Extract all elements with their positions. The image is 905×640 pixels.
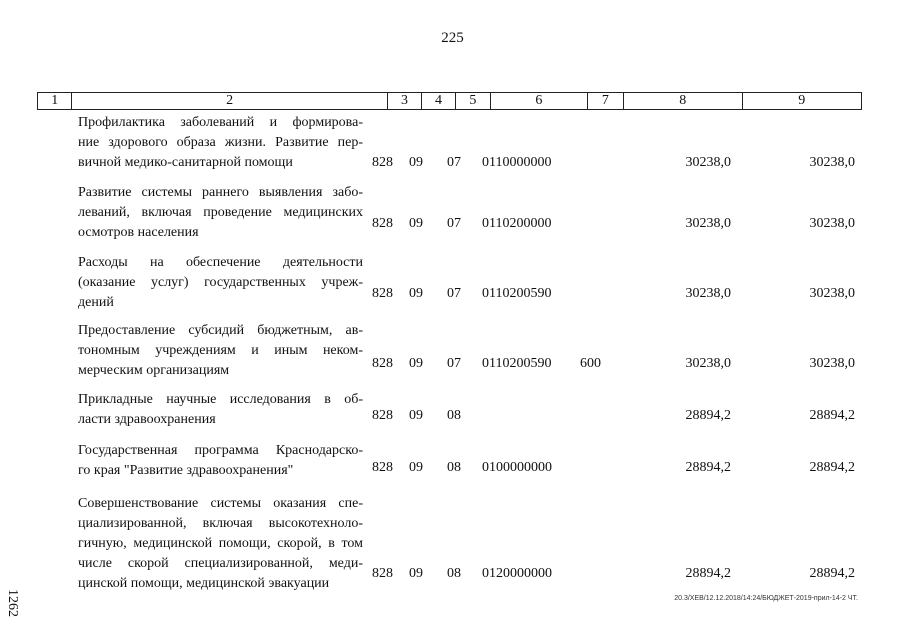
header-cell-3: 3 bbox=[388, 93, 422, 109]
description-line: Развитие системы раннего выявления забо- bbox=[78, 185, 363, 200]
cell-amount-col9: 30238,0 bbox=[809, 356, 855, 371]
description-line: вичной медико-санитарной помощи bbox=[78, 155, 293, 170]
row-description bbox=[78, 113, 363, 173]
cell-amount-col8: 30238,0 bbox=[685, 155, 731, 170]
cell-amount-col8: 30238,0 bbox=[685, 356, 731, 371]
cell-target-article: 0110200000 bbox=[482, 216, 552, 231]
cell-section: 09 bbox=[409, 356, 423, 371]
footer-document-code: 20.3/ХЕВ/12.12.2018/14:24/БЮДЖЕТ-2019-прил-14-2 ЧТ. bbox=[674, 595, 858, 602]
description-line: цинской помощи, медицинской эвакуации bbox=[78, 576, 330, 591]
cell-subsection: 08 bbox=[447, 566, 461, 581]
cell-subsection: 07 bbox=[447, 286, 461, 301]
cell-amount-col9: 30238,0 bbox=[809, 155, 855, 170]
cell-section: 09 bbox=[409, 286, 423, 301]
cell-ministry-code: 828 bbox=[372, 155, 393, 170]
row-description bbox=[78, 441, 363, 481]
cell-section: 09 bbox=[409, 155, 423, 170]
cell-ministry-code: 828 bbox=[372, 286, 393, 301]
cell-expense-type: 600 bbox=[580, 356, 601, 371]
header-cell-1: 1 bbox=[38, 93, 72, 109]
description-line: Прикладные научные исследования в об- bbox=[78, 392, 363, 407]
description-line: Расходы на обеспечение деятельности bbox=[78, 255, 363, 270]
cell-subsection: 07 bbox=[447, 356, 461, 371]
cell-target-article: 0110200590 bbox=[482, 356, 552, 371]
row-description bbox=[78, 390, 363, 430]
header-cell-5: 5 bbox=[456, 93, 491, 109]
cell-section: 09 bbox=[409, 460, 423, 475]
page-number: 225 bbox=[441, 30, 464, 46]
cell-target-article: 0110000000 bbox=[482, 155, 552, 170]
description-line: мерческим организациям bbox=[78, 363, 230, 378]
cell-amount-col8: 28894,2 bbox=[685, 408, 731, 423]
description-line: Государственная программа Краснодарско- bbox=[78, 443, 363, 458]
cell-ministry-code: 828 bbox=[372, 356, 393, 371]
cell-section: 09 bbox=[409, 566, 423, 581]
cell-section: 09 bbox=[409, 216, 423, 231]
description-line: осмотров населения bbox=[78, 225, 199, 240]
header-cell-4: 4 bbox=[422, 93, 455, 109]
header-cell-2: 2 bbox=[72, 93, 387, 109]
cell-amount-col9: 30238,0 bbox=[809, 216, 855, 231]
cell-subsection: 08 bbox=[447, 460, 461, 475]
description-line: дений bbox=[78, 295, 114, 310]
description-line: гичную, медицинской помощи, скорой, в том bbox=[78, 536, 363, 551]
side-page-number: 1262 bbox=[5, 589, 20, 617]
cell-amount-col8: 30238,0 bbox=[685, 286, 731, 301]
row-description bbox=[78, 253, 363, 313]
cell-amount-col8: 28894,2 bbox=[685, 566, 731, 581]
description-line: леваний, включая проведение медицинских bbox=[78, 205, 363, 220]
cell-subsection: 07 bbox=[447, 155, 461, 170]
description-line: числе скорой специализированной, меди- bbox=[78, 556, 363, 571]
description-line: Предоставление субсидий бюджетным, ав- bbox=[78, 323, 363, 338]
cell-amount-col9: 30238,0 bbox=[809, 286, 855, 301]
header-cell-7: 7 bbox=[588, 93, 624, 109]
cell-subsection: 08 bbox=[447, 408, 461, 423]
cell-target-article: 0110200590 bbox=[482, 286, 552, 301]
description-line: го края "Развитие здравоохранения" bbox=[78, 463, 294, 478]
description-line: тономным учреждениям и иным неком- bbox=[78, 343, 363, 358]
table-header-row bbox=[37, 92, 862, 110]
row-description bbox=[78, 183, 363, 243]
header-cell-9: 9 bbox=[798, 93, 806, 108]
header-cell-8: 8 bbox=[624, 93, 743, 109]
cell-amount-col8: 28894,2 bbox=[685, 460, 731, 475]
description-line: ние здорового образа жизни. Развитие пер- bbox=[78, 135, 363, 150]
cell-ministry-code: 828 bbox=[372, 216, 393, 231]
description-line: (оказание услуг) государственных учреж- bbox=[78, 275, 363, 290]
description-line: Совершенствование системы оказания спе- bbox=[78, 496, 363, 511]
cell-amount-col8: 30238,0 bbox=[685, 216, 731, 231]
cell-ministry-code: 828 bbox=[372, 566, 393, 581]
cell-amount-col9: 28894,2 bbox=[809, 460, 855, 475]
cell-ministry-code: 828 bbox=[372, 408, 393, 423]
description-line: ласти здравоохранения bbox=[78, 412, 216, 427]
cell-subsection: 07 bbox=[447, 216, 461, 231]
cell-amount-col9: 28894,2 bbox=[809, 566, 855, 581]
description-line: Профилактика заболеваний и формирова- bbox=[78, 115, 363, 130]
description-line: циализированной, включая высокотехноло- bbox=[78, 516, 363, 531]
row-description bbox=[78, 321, 363, 381]
cell-ministry-code: 828 bbox=[372, 460, 393, 475]
row-description bbox=[78, 494, 363, 594]
cell-target-article: 0100000000 bbox=[482, 460, 552, 475]
cell-amount-col9: 28894,2 bbox=[809, 408, 855, 423]
cell-section: 09 bbox=[409, 408, 423, 423]
header-cell-6: 6 bbox=[491, 93, 588, 109]
cell-target-article: 0120000000 bbox=[482, 566, 552, 581]
